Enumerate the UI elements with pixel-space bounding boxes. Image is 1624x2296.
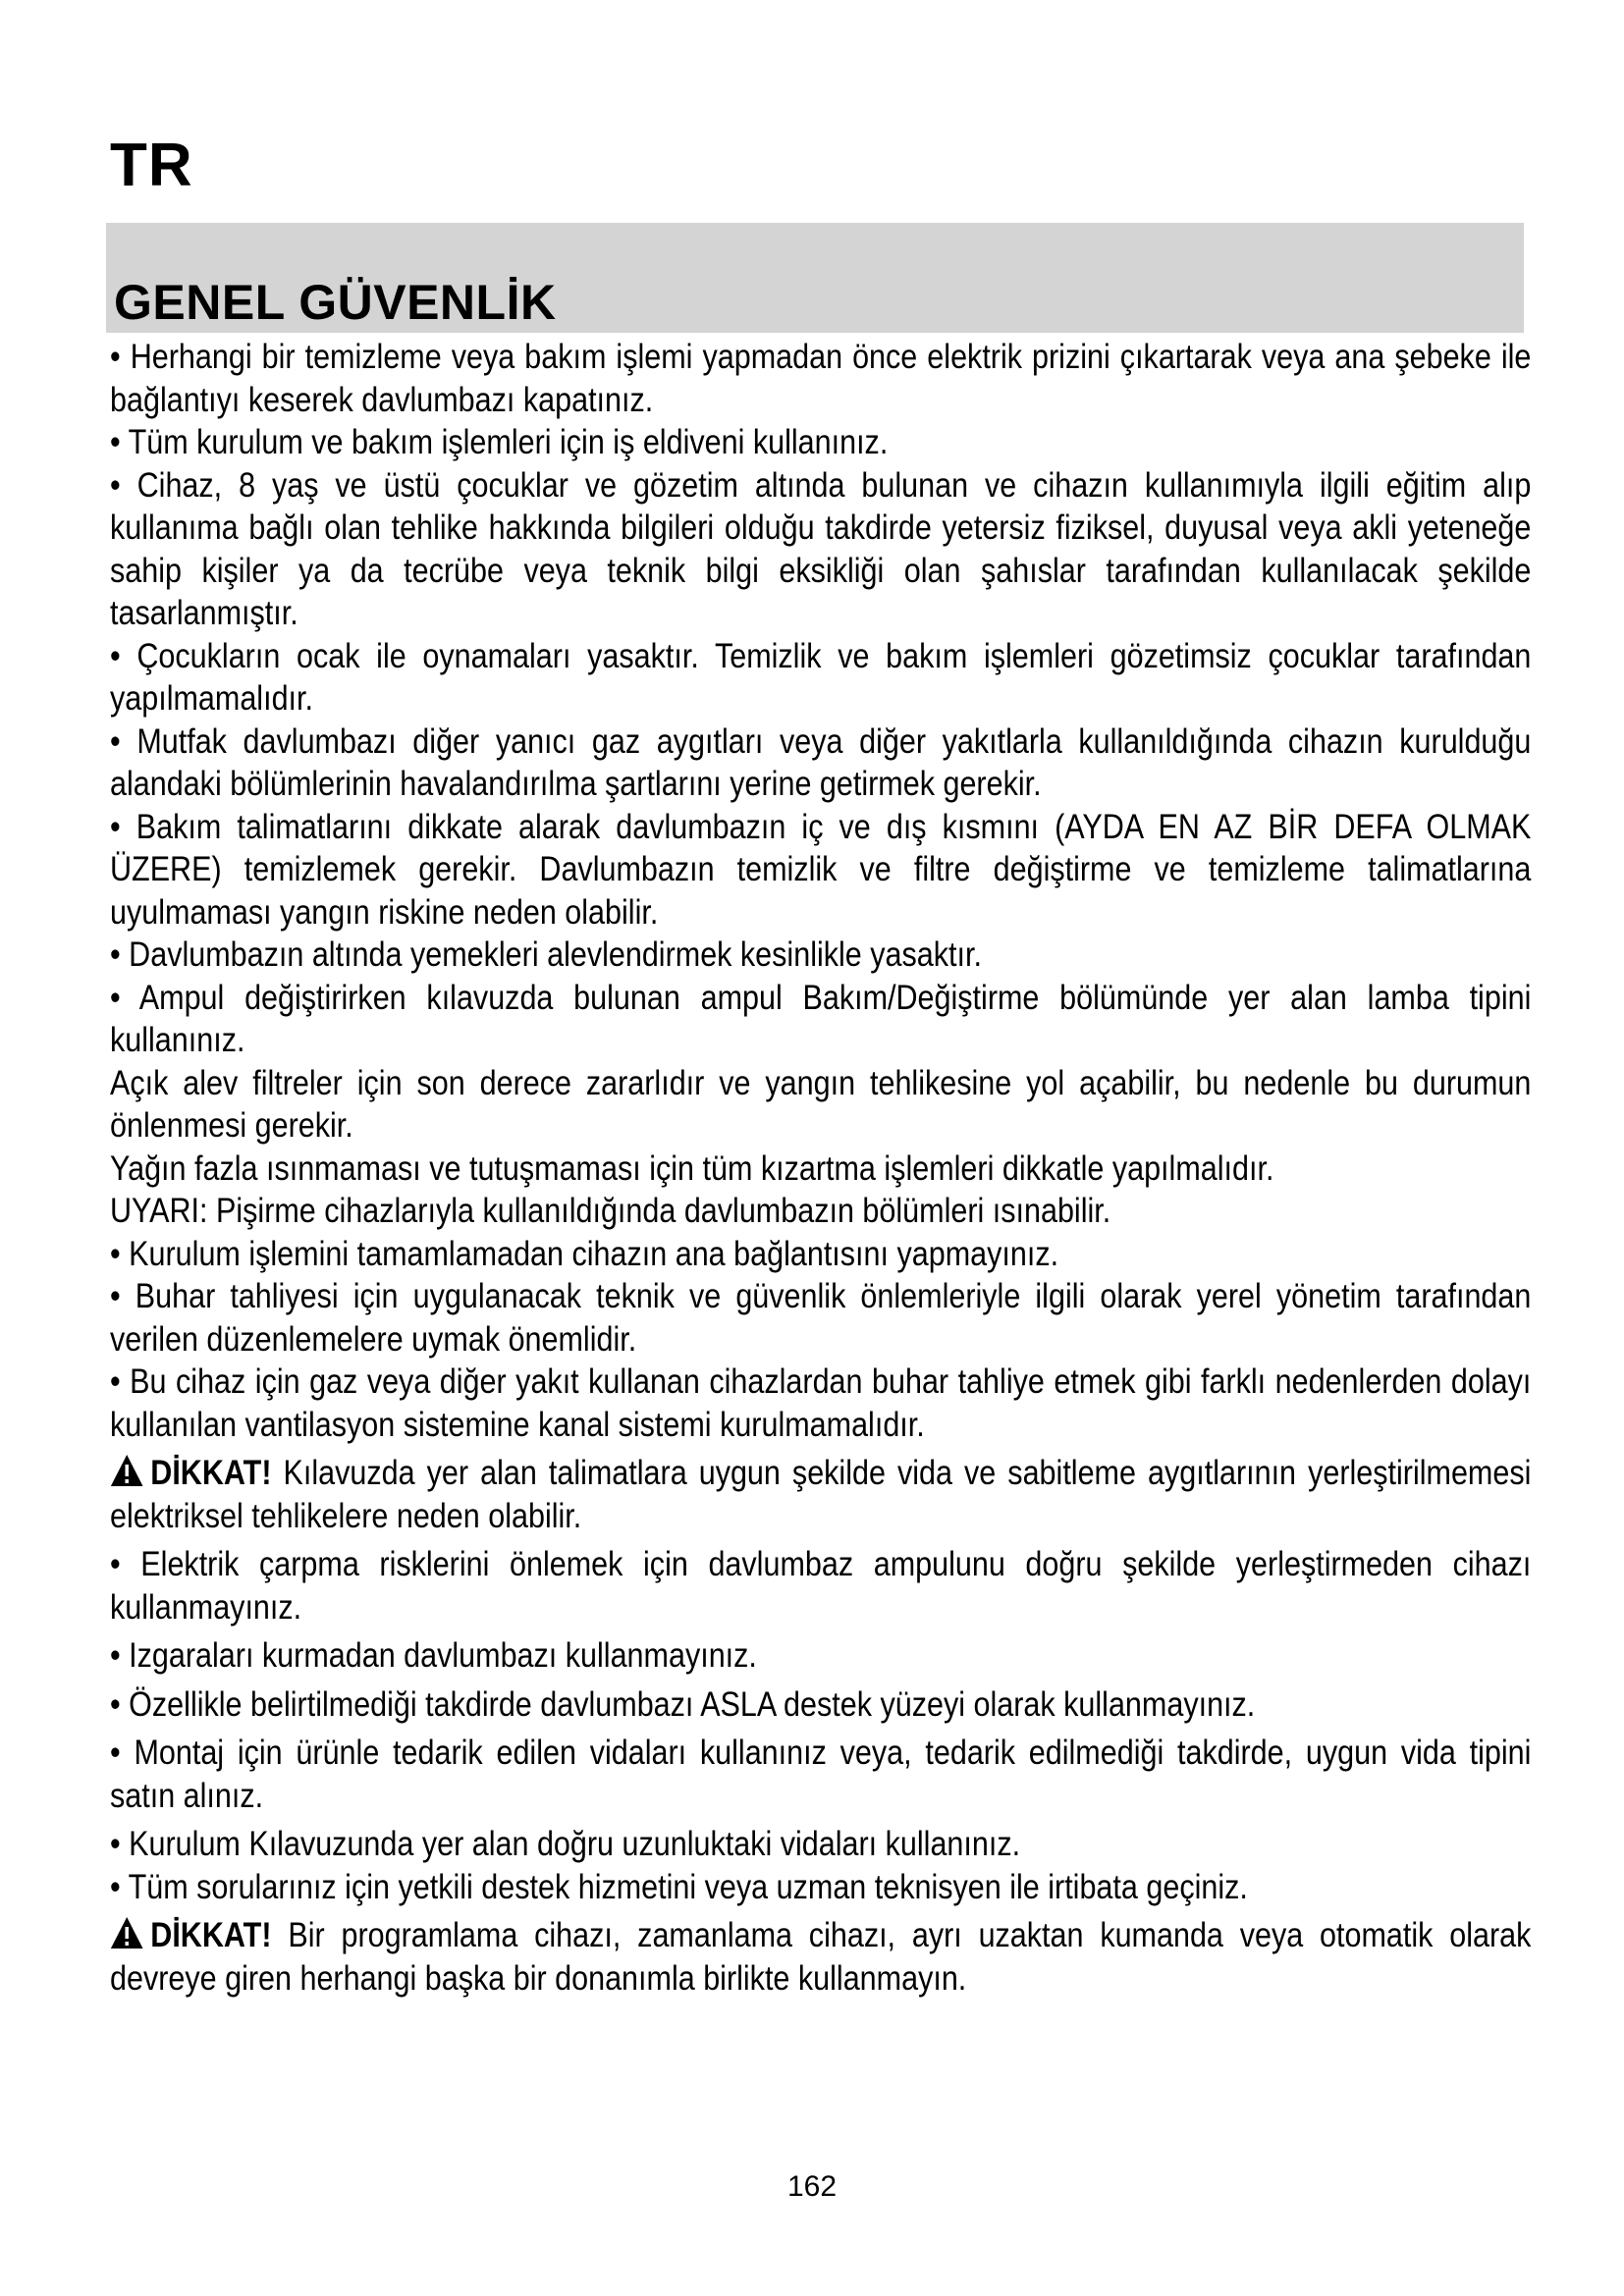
warning-triangle-icon xyxy=(110,1916,143,1949)
paragraph: • Bakım talimatlarını dikkate alarak davlumbazın iç ve dış kısmını (AYDA EN AZ BİR DEFA OLMAK ÜZERE) temizlemek gerekir. Davlumbazın temizlik ve filtre değiştirme ve temizleme talimatlarına uyulmaması yangın riskine neden olabilir. xyxy=(110,806,1532,932)
paragraph: • Herhangi bir temizleme veya bakım işlemi yapmadan önce elektrik prizini çıkartarak veya ana şebeke ile bağlantıyı keserek davlumbazı kapatınız. xyxy=(110,337,1532,419)
paragraph: Yağın fazla ısınmaması ve tutuşmaması için tüm kızartma işlemleri dikkatle yapılmalıdır. xyxy=(110,1148,1274,1188)
warning-text: Kılavuzda yer alan talimatlara uygun şekilde vida ve sabitleme aygıtlarının yerleştirilmemesi elektriksel tehlikelere neden olabilir. xyxy=(110,1453,1532,1535)
warning-triangle-icon xyxy=(110,1454,143,1487)
section-title: GENEL GÜVENLİK xyxy=(114,275,557,330)
paragraph: • Kurulum işlemini tamamlamadan cihazın ana bağlantısını yapmayınız. xyxy=(110,1233,1059,1273)
section-header xyxy=(106,223,1524,333)
warning-label: DİKKAT! xyxy=(150,1915,272,1954)
paragraph: • Davlumbazın altında yemekleri alevlendirmek kesinlikle yasaktır. xyxy=(110,934,982,974)
paragraph: • Bu cihaz için gaz veya diğer yakıt kullanan cihazlardan buhar tahliye etmek gibi farklı nedenlerden dolayı kullanılan vantilasyon sistemine kanal sistemi kurulmamalıdır. xyxy=(110,1362,1532,1444)
paragraph: • Tüm kurulum ve bakım işlemleri için iş eldiveni kullanınız. xyxy=(110,422,889,461)
paragraph: UYARI: Pişirme cihazlarıyla kullanıldığında davlumbazın bölümleri ısınabilir. xyxy=(110,1191,1111,1230)
page-number: 162 xyxy=(786,2170,838,2203)
paragraph: • Mutfak davlumbazı diğer yanıcı gaz aygıtları veya diğer yakıtlarla kullanıldığında cihazın kurulduğu alandaki bölümlerinin havalandırılma şartlarını yerine getirmek gerekir. xyxy=(110,721,1532,803)
paragraph: • Çocukların ocak ile oynamaları yasaktır. Temizlik ve bakım işlemleri gözetimsiz çocuklar tarafından yapılmamalıdır. xyxy=(110,635,1532,718)
paragraph: • Kurulum Kılavuzunda yer alan doğru uzunluktaki vidaları kullanınız. xyxy=(110,1824,1021,1863)
paragraph: • Ampul değiştirirken kılavuzda bulunan ampul Bakım/Değiştirme bölümünde yer alan lamba tipini kullanınız. xyxy=(110,977,1532,1059)
paragraph: • Tüm sorularınız için yetkili destek hizmetini veya uzman teknisyen ile irtibata geçiniz. xyxy=(110,1866,1248,1906)
warning-paragraph xyxy=(110,1914,1531,2000)
paragraph: • Izgaraları kurmadan davlumbazı kullanmayınız. xyxy=(110,1635,757,1675)
warning-paragraph xyxy=(110,1452,1531,1537)
paragraph: • Özellikle belirtilmediği takdirde davlumbazı ASLA destek yüzeyi olarak kullanmayınız. xyxy=(110,1683,1256,1724)
safety-text xyxy=(110,336,1531,2000)
paragraph: • Cihaz, 8 yaş ve üstü çocuklar ve gözetim altında bulunan ve cihazın kullanımıyla ilgili eğitim alıp kullanıma bağlı olan tehlike hakkında bilgileri olduğu takdirde yetersiz fiziksel, duyusal veya akli yeteneğe sahip kişiler ya da tecrübe veya teknik bilgi eksikliği olan şahıslar tarafından kullanılacak şekilde tasarlanmıştır. xyxy=(110,464,1532,632)
paragraph: • Buhar tahliyesi için uygulanacak teknik ve güvenlik önlemleriyle ilgili olarak yerel yönetim tarafından verilen düzenlemelere uymak önemlidir. xyxy=(110,1276,1532,1359)
language-code: TR xyxy=(110,132,193,199)
paragraph: Açık alev filtreler için son derece zararlıdır ve yangın tehlikesine yol açabilir, bu nedenle bu durumun önlenmesi gerekir. xyxy=(110,1062,1532,1145)
paragraph: • Montaj için ürünle tedarik edilen vidaları kullanınız veya, tedarik edilmediği takdirde, uygun vida tipini satın alınız. xyxy=(110,1733,1532,1815)
paragraph: • Elektrik çarpma risklerini önlemek için davlumbaz ampulunu doğru şekilde yerleştirmeden cihazı kullanmayınız. xyxy=(110,1544,1532,1627)
warning-label: DİKKAT! xyxy=(150,1453,272,1492)
warning-text: Bir programlama cihazı, zamanlama cihazı, ayrı uzaktan kumanda veya otomatik olarak devreye giren herhangi başka bir donanımla birlikte kullanmayın. xyxy=(110,1915,1532,1998)
